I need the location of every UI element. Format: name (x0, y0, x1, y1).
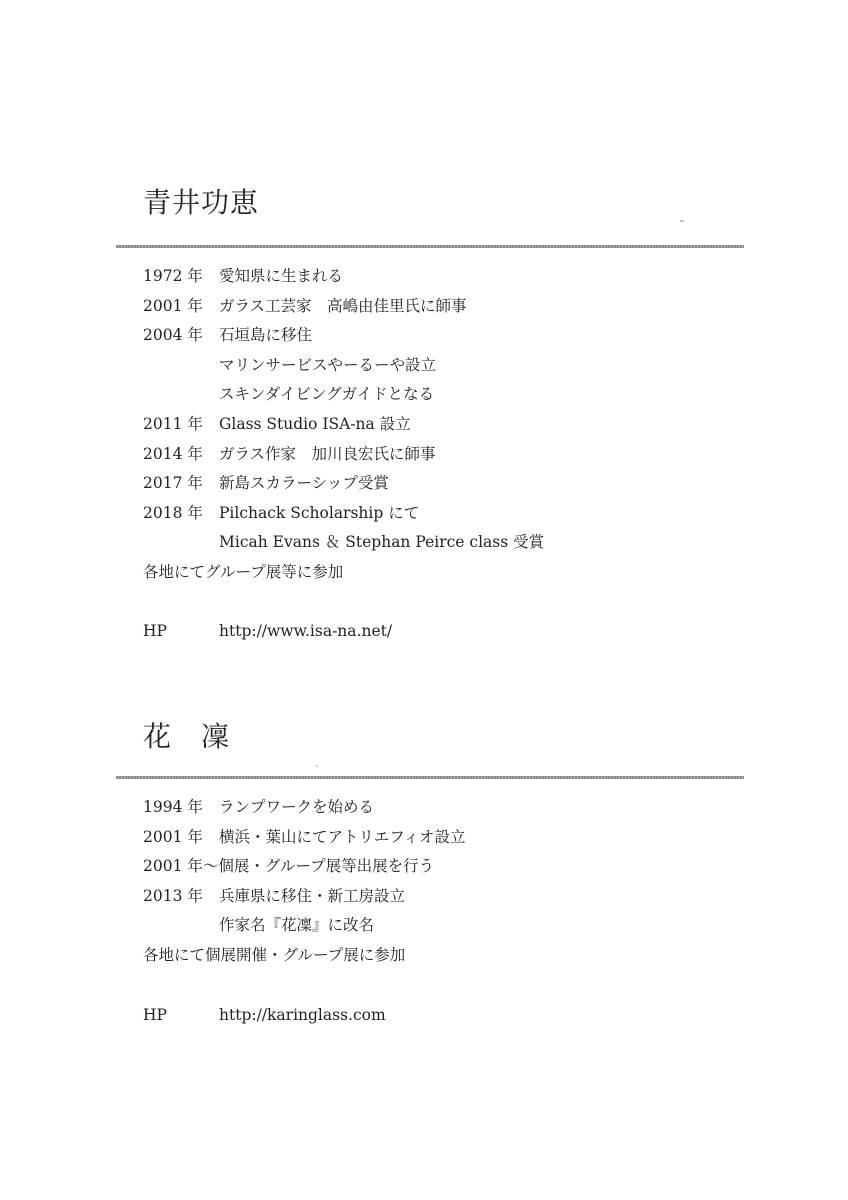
career-entry (143, 469, 389, 499)
career-entry (143, 852, 434, 882)
career-year: 2001 年〜 (143, 857, 219, 876)
career-year: 2011 年 (143, 415, 203, 433)
career-entry (143, 321, 312, 351)
career-year: 1972 年 (143, 267, 203, 285)
career-text: 作家名『花凜』に改名 (219, 916, 375, 935)
career-year: 2001 年 (143, 827, 203, 846)
career-year: 2004 年 (143, 326, 203, 345)
career-text: Glass Studio ISA-na 設立 (219, 415, 411, 433)
career-entry (143, 823, 465, 853)
homepage-row (143, 617, 392, 647)
activity-note: 各地にてグループ展等に参加 (143, 563, 344, 581)
section-divider (116, 776, 744, 779)
career-year: 2013 年 (143, 886, 203, 905)
career-text: 愛知県に生まれる (219, 267, 344, 285)
career-entry (143, 440, 436, 470)
career-entry (143, 292, 467, 322)
career-text: ランプワークを始める (219, 798, 375, 816)
career-text: Pilchack Scholarship にて (219, 503, 420, 522)
career-year: 2001 年 (143, 296, 203, 315)
career-entry (143, 528, 544, 558)
career-year: 2018 年 (143, 503, 203, 522)
career-text: Micah Evans ＆ Stephan Peirce class 受賞 (219, 533, 545, 552)
career-text: 横浜・葉山にてアトリエフィオ設立 (219, 827, 466, 846)
career-entry (143, 351, 436, 381)
homepage-url[interactable]: http://karinglass.com (219, 1006, 386, 1024)
career-year: 1994 年 (143, 798, 203, 816)
career-entry (143, 262, 343, 292)
career-entry (143, 911, 374, 941)
homepage-label: HP (143, 622, 167, 640)
career-text: ガラス工芸家 高嶋由佳里氏に師事 (219, 296, 467, 315)
career-text: マリンサービスやーるーや設立 (219, 355, 437, 374)
career-entry (143, 793, 374, 823)
homepage-url[interactable]: http://www.isa-na.net/ (219, 622, 393, 640)
scan-speck (680, 220, 684, 222)
career-entry (143, 882, 405, 912)
career-text: 新島スカラーシップ受賞 (219, 474, 389, 493)
career-year: 2017 年 (143, 474, 203, 493)
career-text: ガラス作家 加川良宏氏に師事 (219, 444, 436, 463)
career-entry (143, 410, 411, 440)
career-text: 石垣島に移住 (219, 326, 313, 345)
activity-note: 各地にて個展開催・グループ展に参加 (143, 946, 406, 964)
career-text: 個展・グループ展等出展を行う (218, 857, 435, 876)
career-text: 兵庫県に移住・新工房設立 (219, 886, 406, 905)
career-year: 2014 年 (143, 444, 203, 463)
artist-name: 青井功恵 (143, 186, 260, 219)
artist-name: 花 凜 (143, 720, 231, 753)
section-divider (116, 245, 744, 248)
homepage-label: HP (143, 1006, 167, 1024)
career-text: スキンダイビングガイドとなる (219, 385, 435, 404)
career-entry (143, 380, 434, 410)
homepage-row (143, 1001, 386, 1031)
career-entry (143, 499, 419, 529)
scan-speck (316, 765, 318, 767)
